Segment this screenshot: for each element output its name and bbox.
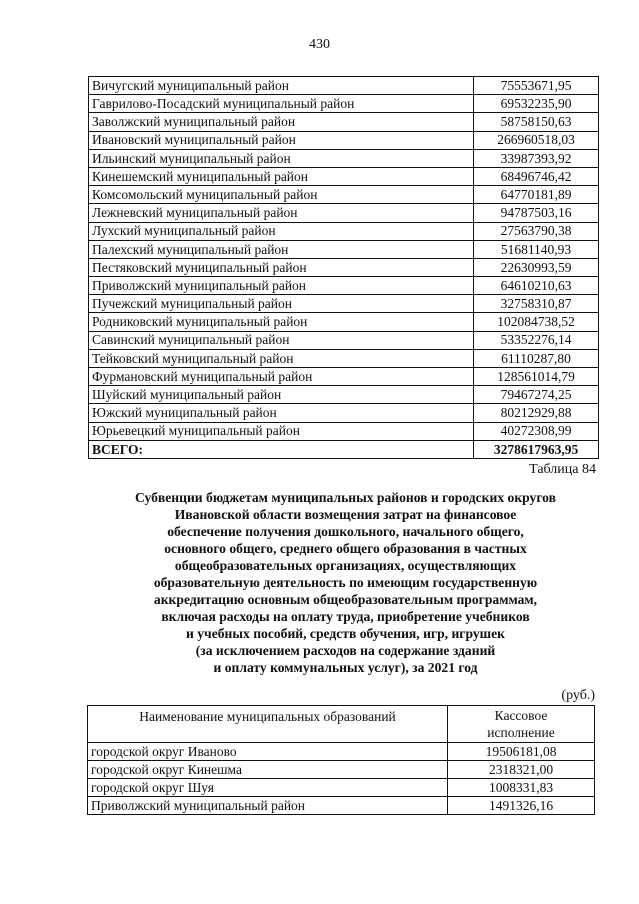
table-row [89,204,599,222]
table-row [88,797,595,815]
municipality-name: Гаврилово-Посадский муниципальный район [89,95,474,113]
amount-value: 79467274,25 [474,386,599,404]
amount-value: 69532235,90 [474,95,599,113]
table-row [88,779,595,797]
amount-value: 68496746,42 [474,167,599,185]
amount-value: 2318321,00 [448,761,595,779]
municipality-name: городской округ Шуя [88,779,448,797]
amount-value: 80212929,88 [474,404,599,422]
heading-line: обеспечение получения дошкольного, начального общего, [167,524,524,539]
amount-value: 102084738,52 [474,313,599,331]
table-row [89,149,599,167]
table-row [89,404,599,422]
amount-value: 58758150,63 [474,113,599,131]
amount-value: 64610210,63 [474,277,599,295]
table-row [89,95,599,113]
page-number: 430 [309,37,330,52]
municipality-name: городской округ Иваново [88,743,448,761]
total-value: 3278617963,95 [474,440,599,458]
municipality-name: Ивановский муниципальный район [89,131,474,149]
amount-value: 51681140,93 [474,240,599,258]
table-row [88,743,595,761]
amount-value: 53352276,14 [474,331,599,349]
table-label: Таблица 84 [529,462,596,477]
table-row [89,277,599,295]
amount-value: 1008331,83 [448,779,595,797]
municipality-name: Савинский муниципальный район [89,331,474,349]
table-row [89,331,599,349]
table-header-row [88,706,595,743]
heading-line: Субвенции бюджетам муниципальных районов и городских округов [135,490,556,505]
table-row [89,422,599,440]
municipality-name: Фурмановский муниципальный район [89,368,474,386]
municipality-name: Лежневский муниципальный район [89,204,474,222]
amount-value: 128561014,79 [474,368,599,386]
heading-line: образовательную деятельность по имеющим государственную [153,575,538,590]
amount-value: 266960518,03 [474,131,599,149]
municipality-name: Тейковский муниципальный район [89,349,474,367]
amount-value: 19506181,08 [448,743,595,761]
table-row [89,77,599,95]
municipality-name: Приволжский муниципальный район [89,277,474,295]
header-cash-execution-line1: Кассовое [494,708,548,723]
amount-value: 1491326,16 [448,797,595,815]
municipality-name: Комсомольский муниципальный район [89,186,474,204]
table-row [89,186,599,204]
amount-value: 75553671,95 [474,77,599,95]
municipality-name: Вичугский муниципальный район [89,77,474,95]
header-cash-execution-line2: исполнение [487,725,555,740]
amount-value: 33987393,92 [474,149,599,167]
table-row [89,368,599,386]
table-row [89,258,599,276]
municipality-name: Шуйский муниципальный район [89,386,474,404]
header-municipality: Наименование муниципальных образований [88,706,448,743]
municipality-name: Пестяковский муниципальный район [89,258,474,276]
table-row [89,240,599,258]
subventions-table [87,705,595,815]
heading-line: основного общего, среднего общего образования в частных [164,541,527,556]
amount-value: 40272308,99 [474,422,599,440]
amount-value: 61110287,80 [474,349,599,367]
table-row [88,761,595,779]
municipality-name: Южский муниципальный район [89,404,474,422]
table-row [89,222,599,240]
table-row [89,386,599,404]
total-row [89,440,599,458]
table-row [89,167,599,185]
municipality-name: Палехский муниципальный район [89,240,474,258]
unit-label: (руб.) [561,688,595,703]
table-row [89,295,599,313]
total-label: ВСЕГО: [89,440,474,458]
table-row [89,113,599,131]
amount-value: 32758310,87 [474,295,599,313]
heading-line: (за исключением расходов на содержание зданий [195,643,496,658]
municipality-name: Юрьевецкий муниципальный район [89,422,474,440]
heading-line: включая расходы на оплату труда, приобретение учебников [161,609,530,624]
amount-value: 94787503,16 [474,204,599,222]
table-row [89,349,599,367]
municipality-name: Родниковский муниципальный район [89,313,474,331]
municipality-name: Пучежский муниципальный район [89,295,474,313]
amount-value: 27563790,38 [474,222,599,240]
heading-line: и оплату коммунальных услуг), за 2021 год [213,660,478,675]
heading-line: и учебных пособий, средств обучения, игр, игрушек [186,626,505,641]
amount-value: 64770181,89 [474,186,599,204]
header-cash-execution [448,706,595,743]
heading-line: аккредитацию основным общеобразовательным программам, [153,592,538,607]
amount-value: 22630993,59 [474,258,599,276]
table-row [89,313,599,331]
municipality-name: Кинешемский муниципальный район [89,167,474,185]
subsidies-table-continued [88,76,599,459]
municipality-name: Заволжский муниципальный район [89,113,474,131]
municipality-name: Приволжский муниципальный район [88,797,448,815]
municipality-name: городской округ Кинешма [88,761,448,779]
municipality-name: Лухский муниципальный район [89,222,474,240]
heading-line: общеобразовательных организациях, осуществляющих [174,558,517,573]
heading-line: Ивановской области возмещения затрат на финансовое [174,507,517,522]
table-row [89,131,599,149]
table-heading [78,489,613,676]
municipality-name: Ильинский муниципальный район [89,149,474,167]
